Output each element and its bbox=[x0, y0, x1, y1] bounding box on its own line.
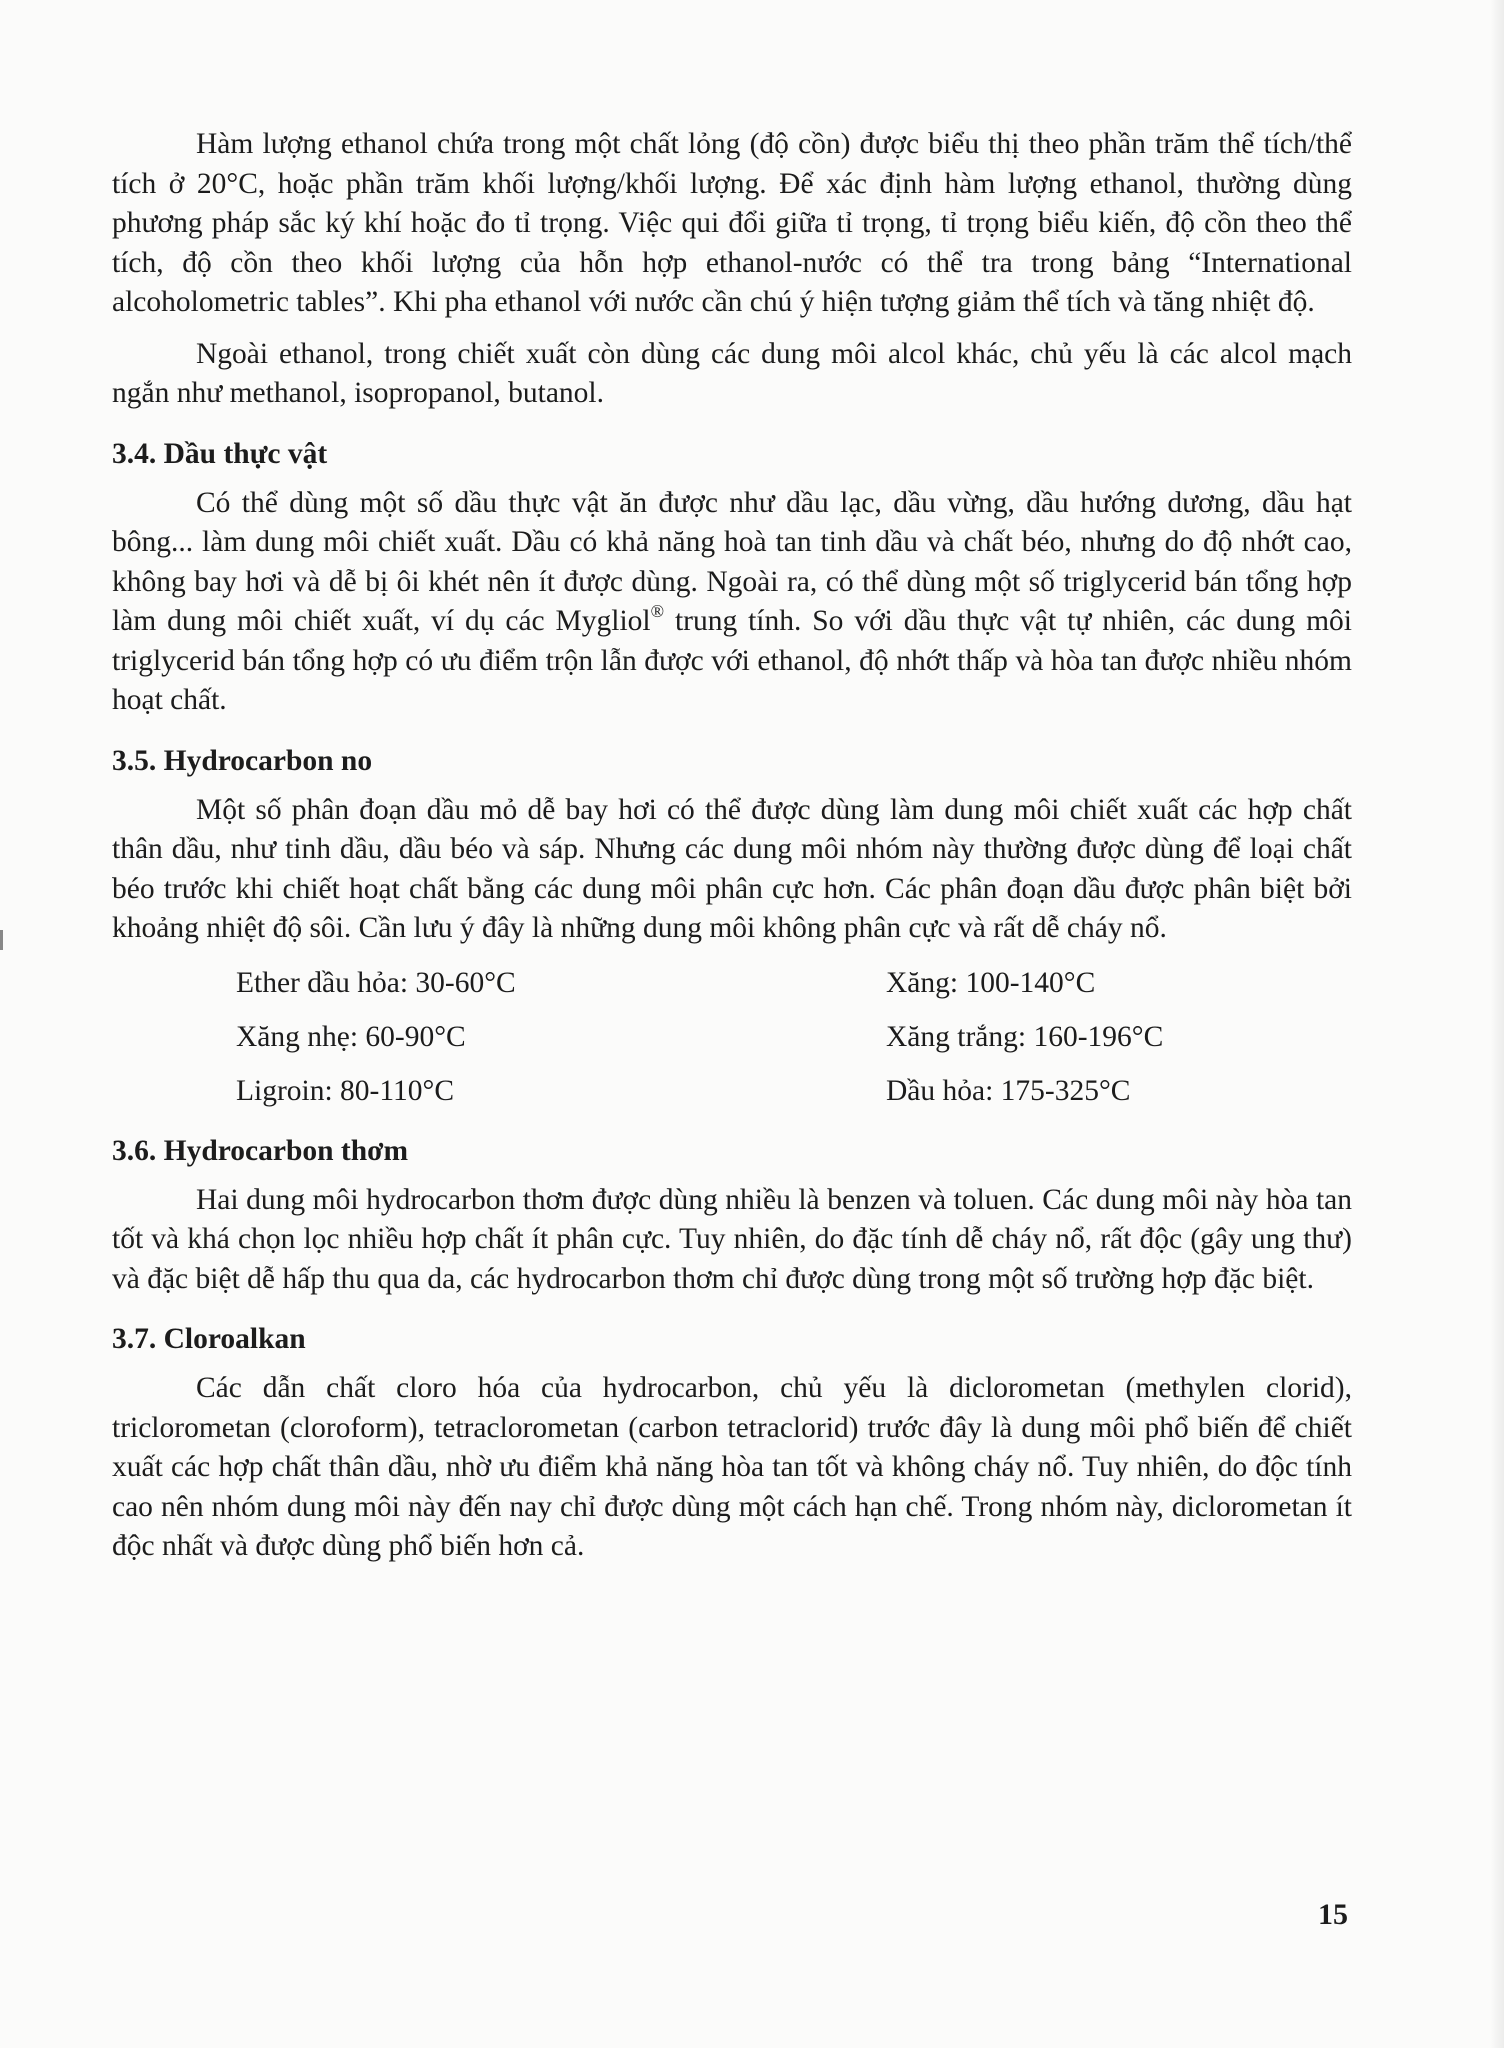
section-heading-3-4: 3.4. Dầu thực vật bbox=[112, 437, 328, 470]
boiling-range-item: Ether dầu hỏa: 30-60°C bbox=[236, 966, 516, 999]
boiling-range-item: Dầu hỏa: 175-325°C bbox=[886, 1074, 1131, 1107]
section-3-5-paragraph: Một số phân đoạn dầu mỏ dễ bay hơi có thể được dùng làm dung môi chiết xuất các hợp chất thân dầu, như tinh dầu, dầu béo và sáp. Nhưng các dung môi nhóm này thường được dùng để loại chất béo trước khi chiết hoạt chất bằng các dung môi phân cực hơn. Các phân đoạn dầu được phân biệt bởi khoảng nhiệt độ sôi. Cần lưu ý đây là những dung môi không phân cực và rất dễ cháy nổ. bbox=[112, 793, 1352, 944]
boiling-range-item: Xăng nhẹ: 60-90°C bbox=[236, 1020, 466, 1053]
section-heading-3-5: 3.5. Hydrocarbon no bbox=[112, 744, 373, 777]
scan-mark bbox=[0, 930, 3, 950]
section-3-7-paragraph: Các dẫn chất cloro hóa của hydrocarbon, chủ yếu là diclorometan (methylen clorid), triclorometan (cloroform), tetraclorometan (carbon tetraclorid) trước đây là dung môi phổ biến để chiết xuất các hợp chất thân dầu, nhờ ưu điểm khả năng hòa tan tốt và không cháy nổ. Tuy nhiên, do độc tính cao nên nhóm dung môi này đến nay chỉ được dùng một cách hạn chế. Trong nhóm này, diclorometan ít độc nhất và được dùng phổ biến hơn cả. bbox=[112, 1372, 1352, 1562]
section-heading-3-7: 3.7. Cloroalkan bbox=[112, 1323, 306, 1355]
boiling-range-list bbox=[236, 963, 1352, 1111]
intro-paragraph-1: Hàm lượng ethanol chứa trong một chất lỏng (độ cồn) được biểu thị theo phần trăm thể tích/thể tích ở 20°C, hoặc phần trăm khối lượng/khối lượng. Để xác định hàm lượng ethanol, thường dùng phương pháp sắc ký khí hoặc đo tỉ trọng. Việc qui đổi giữa tỉ trọng, tỉ trọng biểu kiến, độ cồn theo thể tích, độ cồn theo khối lượng của hỗn hợp ethanol-nước có thể tra trong bảng “International alcoholometric tables”. Khi pha ethanol với nước cần chú ý hiện tượng giảm thể tích và tăng nhiệt độ. bbox=[112, 128, 1352, 318]
boiling-range-item: Xăng: 100-140°C bbox=[886, 966, 1096, 999]
boiling-range-item: Ligroin: 80-110°C bbox=[236, 1074, 455, 1107]
page-number: 15 bbox=[1318, 1898, 1348, 1931]
section-heading-3-6: 3.6. Hydrocarbon thơm bbox=[112, 1134, 409, 1167]
page-edge-shadow bbox=[1490, 0, 1504, 2048]
section-3-4-text-part1: Có thể dùng một số dầu thực vật ăn được như dầu lạc, dầu vừng, dầu hướng dương, dầu hạt bông... làm dung môi chiết xuất. Dầu có khả năng hoà tan tinh dầu và chất béo, nhưng do độ nhớt cao, không bay hơi và dễ bị ôi khét nên ít được dùng. Ngoài ra, có thể dùng một số triglycerid bán tổng hợp làm dung môi chiết xuất, ví dụ các Mygliol bbox=[112, 486, 1352, 637]
registered-mark: ® bbox=[650, 601, 665, 622]
section-3-4-text-part2: trung tính. So với dầu thực vật tự nhiên, các dung môi triglycerid bán tổng hợp có ưu điểm trộn lẫn được với ethanol, độ nhớt thấp và hòa tan được nhiều nhóm hoạt chất. bbox=[112, 605, 1352, 716]
section-3-4-paragraph bbox=[112, 484, 1352, 721]
intro-paragraph-2: Ngoài ethanol, trong chiết xuất còn dùng các dung môi alcol khác, chủ yếu là các alcol mạch ngắn như methanol, isopropanol, butanol. bbox=[112, 337, 1352, 409]
boiling-range-item: Xăng trắng: 160-196°C bbox=[886, 1020, 1164, 1053]
section-3-6-paragraph: Hai dung môi hydrocarbon thơm được dùng nhiều là benzen và toluen. Các dung môi này hòa tan tốt và khá chọn lọc nhiều hợp chất ít phân cực. Tuy nhiên, do đặc tính dễ cháy nổ, rất độc (gây ung thư) và đặc biệt dễ hấp thu qua da, các hydrocarbon thơm chỉ được dùng trong một số trường hợp đặc biệt. bbox=[112, 1183, 1352, 1295]
page-content bbox=[112, 125, 1352, 1567]
